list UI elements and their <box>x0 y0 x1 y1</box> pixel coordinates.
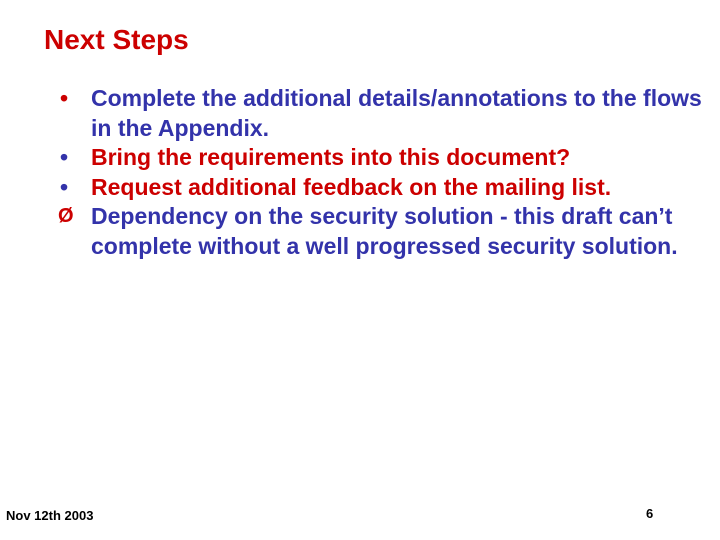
bullet-item <box>60 84 710 143</box>
bullet-text: Complete the additional details/annotations to the flows in the Appendix. <box>91 85 702 141</box>
bullet-text: Dependency on the security solution - this draft can’t complete without a well progressed security solution. <box>91 203 678 259</box>
bullet-item <box>60 173 710 203</box>
bullet-item <box>60 143 710 173</box>
bullet-marker: • <box>60 85 69 111</box>
bullet-marker: • <box>60 144 69 170</box>
slide-title: Next Steps <box>44 24 189 55</box>
bullet-marker: • <box>60 173 69 200</box>
arrow-bullet-icon: Ø <box>58 205 74 227</box>
bullet-text: Request additional feedback on the mailing list. <box>91 173 612 200</box>
bullet-list <box>60 84 710 261</box>
footer-date: Nov 12th 2003 <box>6 508 94 523</box>
bullet-item <box>60 202 710 261</box>
page-number: 6 <box>646 506 654 521</box>
bullet-text: Bring the requirements into this document? <box>91 144 571 170</box>
